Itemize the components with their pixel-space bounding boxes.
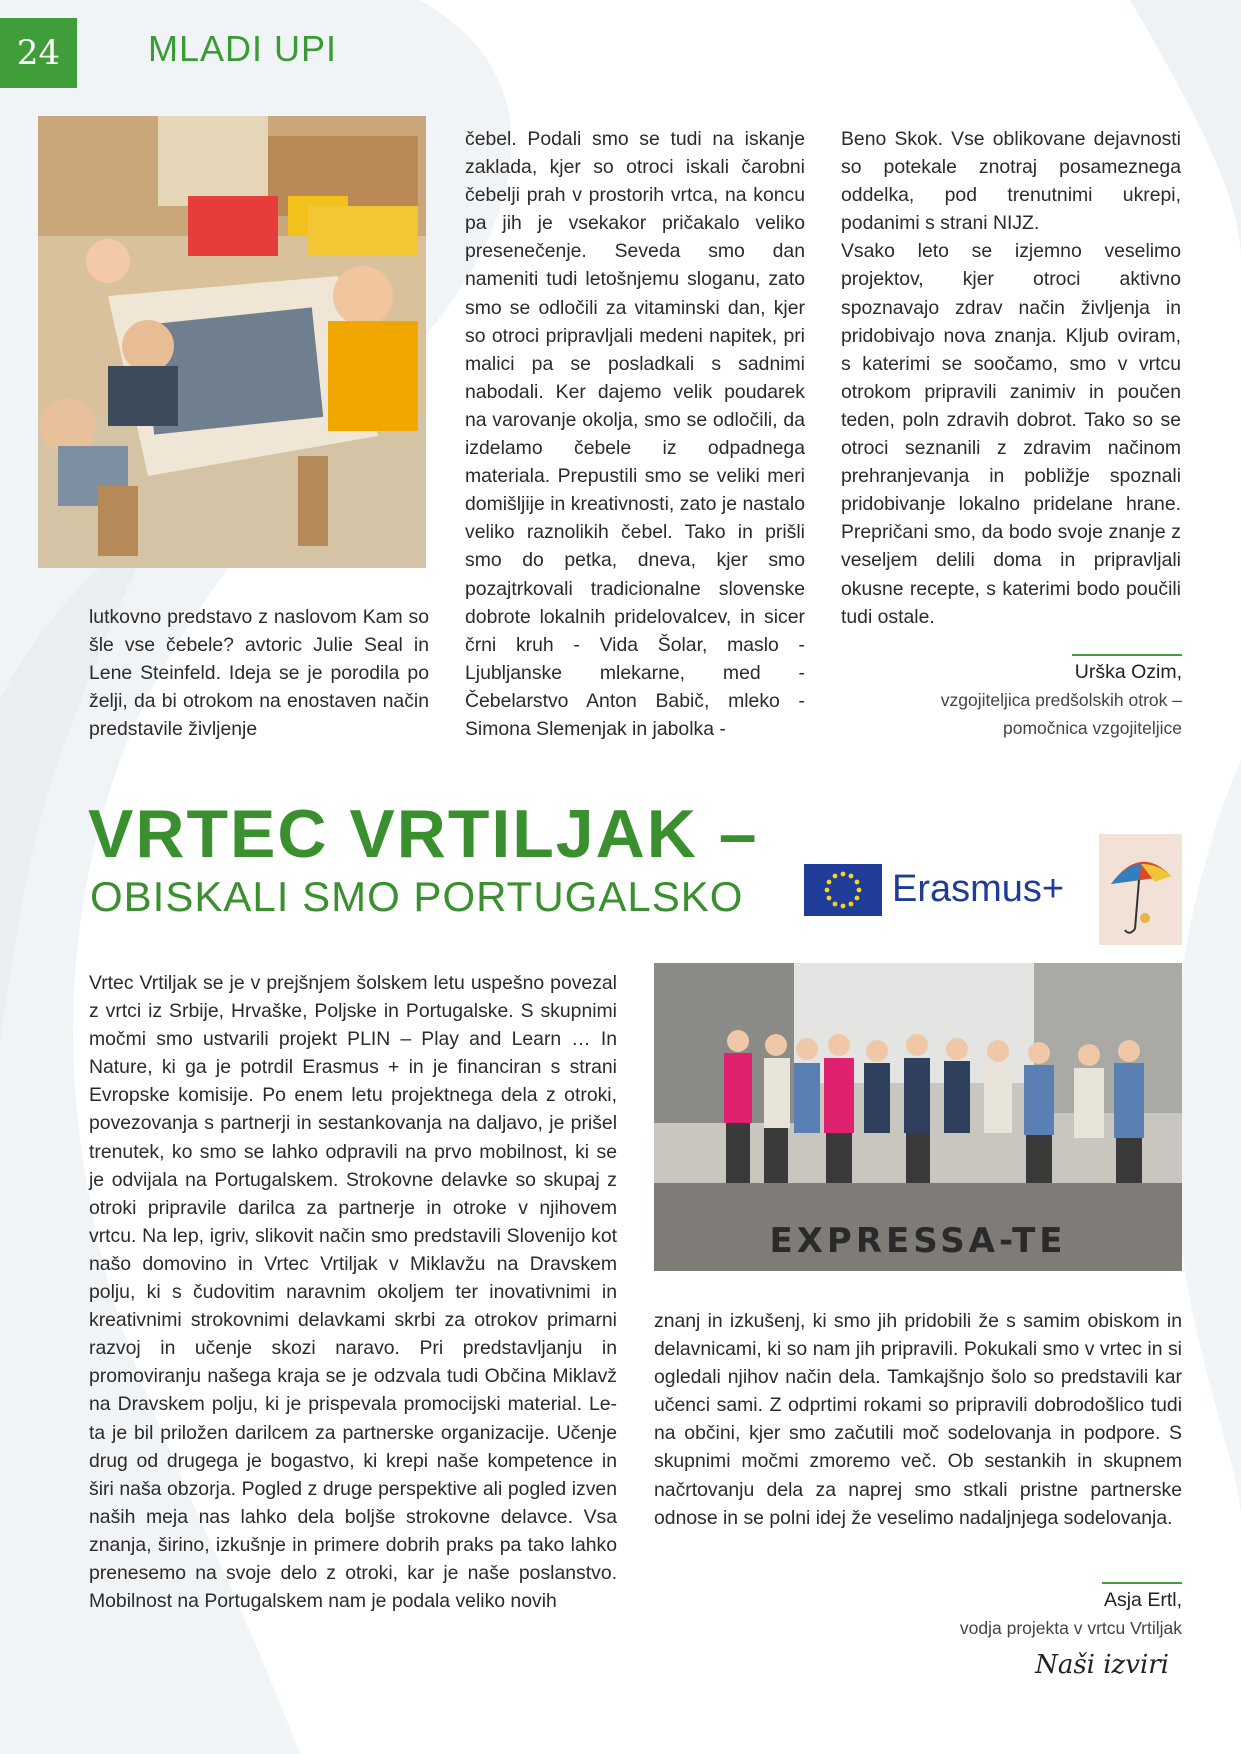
page-number: 24 (0, 18, 77, 88)
signature-divider (1072, 654, 1182, 656)
article1-author-name: Urška Ozim, (1074, 661, 1182, 683)
article2-author-name: Asja Ertl, (1103, 1589, 1182, 1611)
article1-col3-paragraph1: Beno Skok. Vse oblikovane dejavnosti so potekale znotraj posameznega oddelka, pod trenutnimi ukrepi, podanimi s strani NIJZ. (841, 128, 1181, 235)
magazine-logo: Naši izviri (1035, 1650, 1169, 1680)
umbrella-logo (1099, 834, 1182, 945)
photo-floor-text: EXPRESSA-TE (769, 1221, 1067, 1261)
article1-col1-text: lutkovno predstavo z naslovom Kam so šle vse čebele? avtoric Julie Seal in Lene Steinfeld. Ideja se je porodila po želji, da bi otrokom na enostaven način predstavile življenje (89, 606, 429, 741)
erasmus-logo (804, 858, 1074, 922)
umbrella-icon (1099, 834, 1182, 945)
article2-col2-text: znanj in izkušenj, ki smo jih pridobili že s samim obiskom in delavnicami, ki so nam jih pripravili. Pokukali smo v vrtec in si ogledali njihov način dela. Tamkajšnjo šolo so predstavili kar učenci sami. Z odprtimi rokami so pripravili dobrodošlico tudi na občini, kjer smo začutili moč sodelovanja in podpore. S skupnimi močmi zmoremo več. Ob sestankih in skupnem načrtovanju dela za naprej smo stkali pristne partnerske odnose in se polni idej že veselimo nadaljnjega sodelovanja. (654, 1310, 1182, 1529)
article2-title: VRTEC VRTILJAK – (88, 796, 759, 872)
article1-column2 (465, 125, 805, 743)
article2-col1-text: Vrtec Vrtiljak se je v prejšnjem šolskem letu uspešno povezal z vrtci iz Srbije, Hrvaške, Poljske in Portugalske. S skupnimi močmi smo ustvarili projekt PLIN – Play and Learn … In Nature, ki ga je potrdil Erasmus + in je financiran s strani Evropske komisije. Po enem letu projektnega dela z otroki, povezovanja s partnerji in sestankovanja na daljavo, je prišel trenutek, ko smo se lahko odpravili na prvo mobilnost, ki se je odvijala na Portugalskem. Strokovne delavke so skupaj z otroki pripravile darilca za partnerje in otroke v njihovem vrtcu. Na lep, igriv, slikovit način smo predstavili Slovenijo kot našo domovino in Vrtec Vrtiljak v Miklavžu na Dravskem polju, ki s čudovitim naravnim okoljem ter inovativnimi in kreativnimi strokovnimi delavkami skrbi za otrokov primarni razvoj in učenje skozi naravo. Pri predstavljanju in promoviranju našega kraja se je odzvala tudi Občina Miklavž na Dravskem polju, ki je prispevala promocijski material. Le-ta je bil priložen darilcem za partnerske organizacije. Učenje drug od drugega je bogastvo, ki krepi naše kompetence in širi naša obzorja. Pogled z druge perspektive ali pogled izven naših meja nas lahko dela boljše strokovne delavce. Vsa znanja, širino, izkušnje in primere dobrih praks pa tako lahko prenesemo na svoje delo z otroki, kar je naše poslanstvo. Mobilnost na Portugalskem nam je podala veliko novih (89, 972, 617, 1613)
article1-col2-text: čebel. Podali smo se tudi na iskanje zaklada, kjer so otroci iskali čarobni čebelji prah v prostorih vrtca, na koncu pa jih je vsekakor pričakalo veliko presenečenje. Seveda smo dan nameniti tudi letošnjemu sloganu, zato smo se odločili za vitaminski dan, kjer so otroci pripravljali medeni napitek, pri malici pa se posladkali s sadnimi nabodali. Ker dajemo velik poudarek na varovanje okolja, smo se odločili, da izdelamo čebele iz odpadnega materiala. Prepustili smo se veliki meri domišljije in kreativnosti, zato je nastalo veliko raznolikih čebel. Tako in prišli smo do petka, dneva, kjer smo pozajtrkovali tradicionalne slovenske dobrote lokalnih pridelovalcev, in sicer črni kruh - Vida Šolar, maslo - Ljubljanske mlekarne, med - Čebelarstvo Anton Babič, mleko - Simona Slemenjak in jabolka - (465, 128, 805, 740)
article1-signature (820, 658, 1182, 742)
article1-author-role-line1: vzgojiteljica predšolskih otrok – (940, 690, 1182, 710)
article1-column1 (89, 603, 429, 743)
article1-column3 (841, 125, 1181, 631)
eu-flag-icon (804, 864, 882, 916)
group-photo-portugal (654, 963, 1182, 1271)
erasmus-label: Erasmus+ (892, 868, 1065, 910)
article2-column1 (89, 969, 617, 1615)
article2-signature (820, 1586, 1182, 1642)
section-title: MLADI UPI (148, 28, 338, 69)
children-at-table-photo (38, 116, 426, 568)
article1-author-role-line2: pomočnica vzgojiteljice (1003, 718, 1182, 738)
article2-subtitle: OBISKALI SMO PORTUGALSKO (90, 873, 744, 920)
article1-col3-paragraph2: Vsako leto se izjemno veselimo projektov, kjer otroci aktivno spoznavajo zdrav način življenja in pridobivajo nova znanja. Kljub oviram, s katerimi se soočamo, smo v vrtcu otrokom pripravili zanimiv in poučen teden, poln zdravih dobrot. Tako so se otroci seznanili z zdravim načinom prehranjevanja in pobližje spoznali pridobivanje lokalno pridelane hrane. Prepričani smo, da bodo svoje znanje z veseljem delili doma in pripravljali okusne recepte, s katerimi bodo poučili tudi ostale. (841, 240, 1181, 628)
article2-column2 (654, 1307, 1182, 1532)
article2-author-role: vodja projekta v vrtcu Vrtiljak (959, 1618, 1182, 1638)
signature-divider (1102, 1582, 1182, 1584)
